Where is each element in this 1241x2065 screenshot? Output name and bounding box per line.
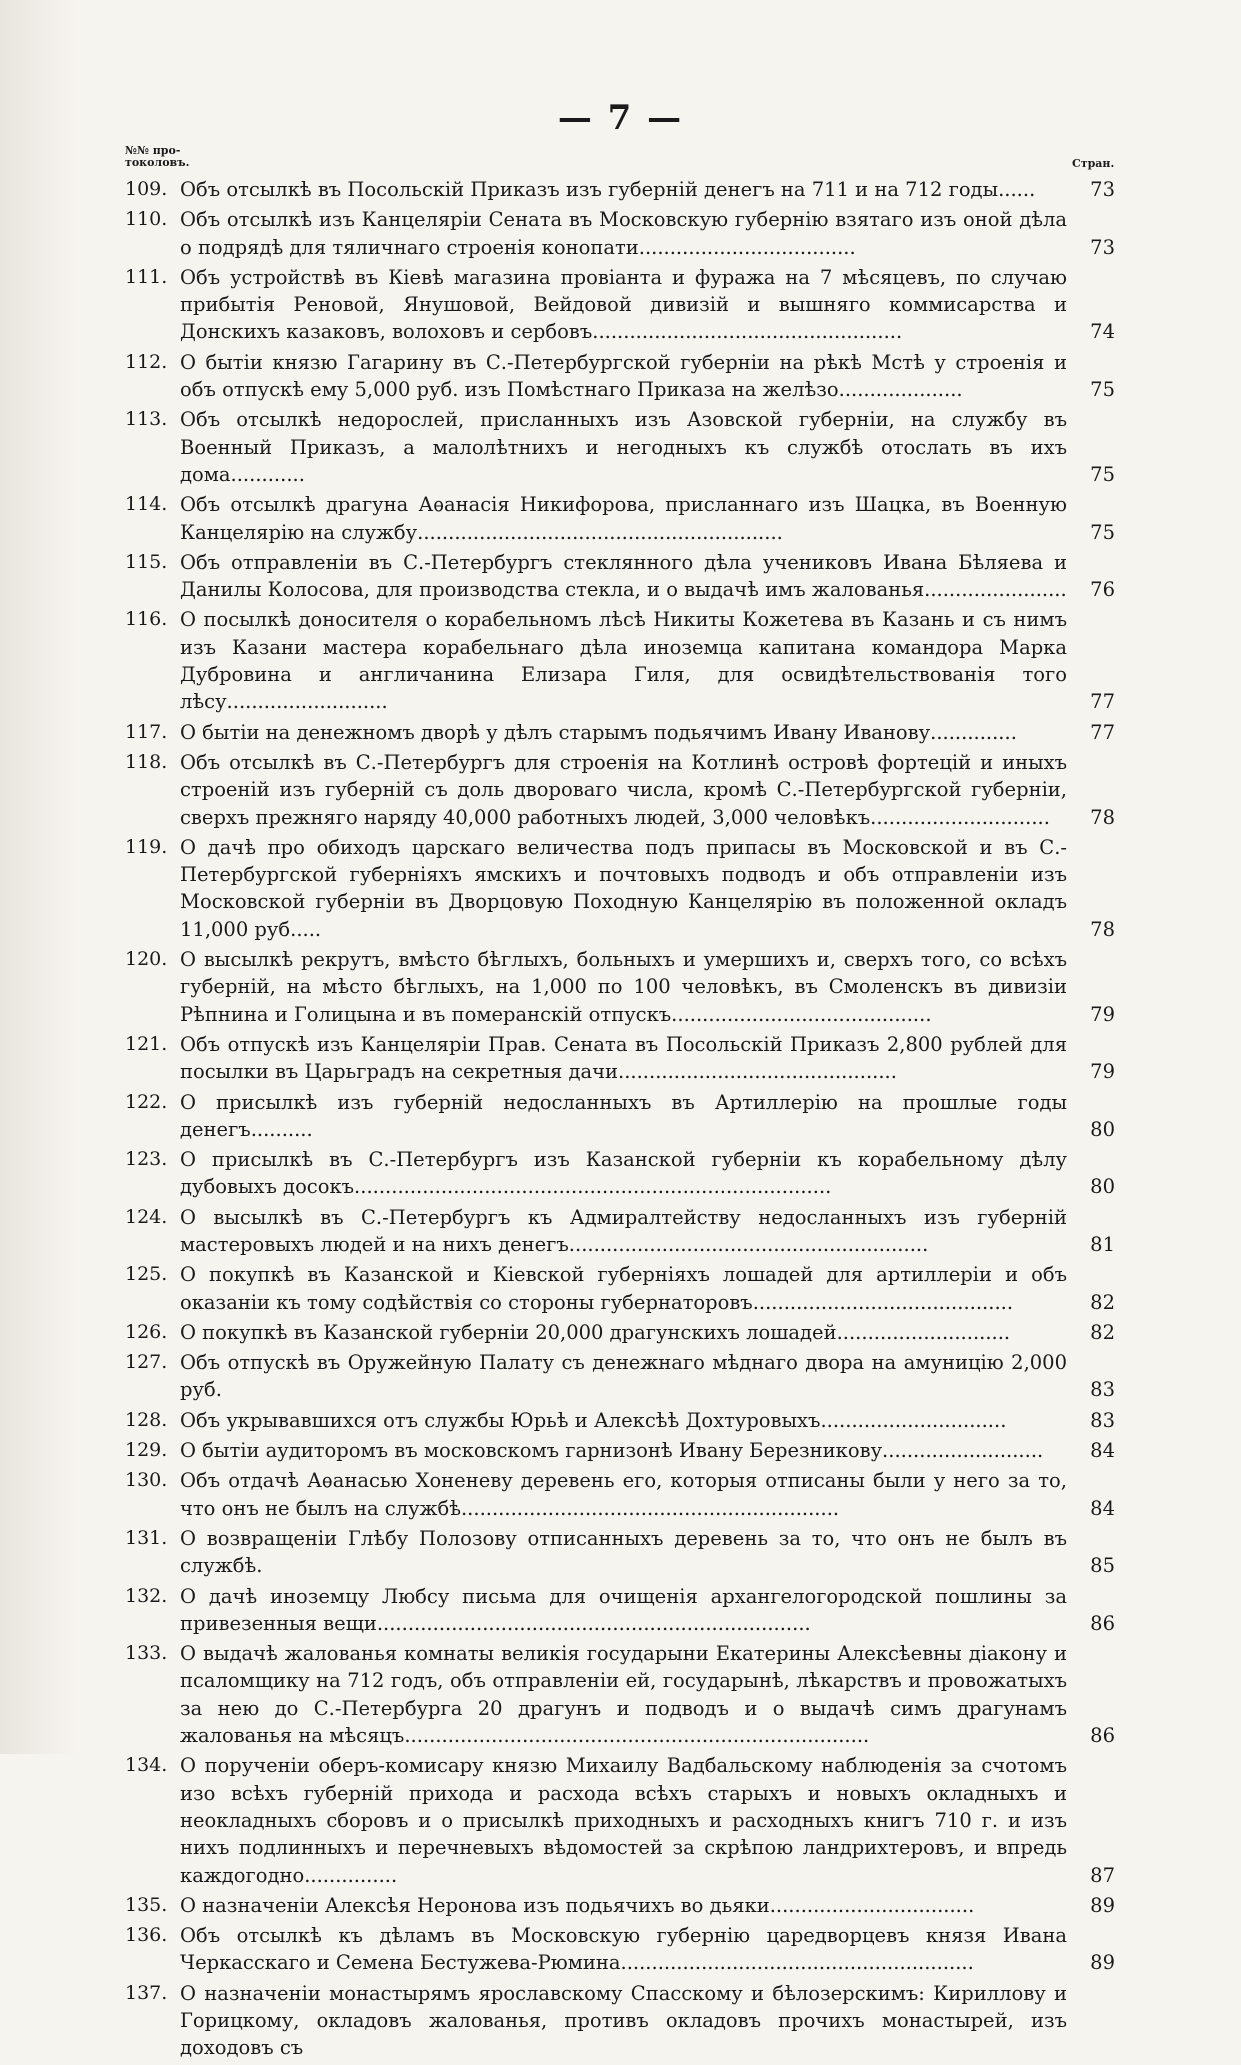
entry-text: О присылкѣ изъ губерній недосланныхъ въ Артиллерію на прошлые годы денегъ.......... [180,1090,1067,1141]
entry-title [180,1349,1115,1404]
protocol-number: 128. [125,1408,168,1431]
toc-entry [125,264,1115,346]
toc-entry [125,1204,1115,1259]
entry-title [180,1525,1115,1580]
toc-entry [125,1089,1115,1144]
entry-page: 80 [1090,1175,1115,1199]
page-number: — 7 — [557,98,684,138]
entry-page: 89 [1090,1893,1115,1917]
entry-page: 82 [1090,1320,1115,1344]
toc-entry [125,349,1115,404]
toc-entry [125,719,1115,746]
entry-title [180,1407,1115,1434]
entry-text: О высылкѣ въ С.-Петербургъ къ Адмиралтейству недосланныхъ изъ губерній мастеровыхъ людей и на нихъ денегъ.......................................................... [180,1205,1067,1256]
entry-page: 77 [1090,690,1115,714]
entry-text: О возвращеніи Глѣбу Полозову отписанныхъ деревень за то, что онъ не былъ въ службѣ. [180,1526,1067,1578]
toc-entry [125,1407,1115,1434]
entry-title [180,1467,1115,1522]
entry-text: О посылкѣ доносителя о корабельномъ лѣсѣ Никиты Кожетева въ Казань и съ нимъ изъ Казани мастера корабельнаго дѣла иноземца капитана командора Марка Дубровина и англичанина Елизара Гиля, для освидѣтельствованія того лѣсу.......................... [180,608,1067,714]
toc-entry [125,946,1115,1028]
entry-page: 87 [1090,1863,1115,1887]
protocol-number: 116. [125,608,168,631]
entry-page: 73 [1090,235,1115,259]
entry-title [180,1980,1115,2062]
entry-text: О назначеніи монастырямъ ярославскому Спасскому и бѣлозерскимъ: Кириллову и Горицкому, окладовъ жалованья, противъ окладовъ прочихъ монастырей, изъ доходовъ съ [180,1981,1067,2060]
protocol-number: 130. [125,1469,168,1492]
protocol-number: 119. [125,835,168,858]
toc-entry [125,1583,1115,1638]
entry-text: О высылкѣ рекрутъ, вмѣсто бѣглыхъ, больныхъ и умершихъ и, сверхъ того, со всѣхъ губерній, на мѣсто бѣглыхъ, на 1,000 по 100 человѣкъ, въ Смоленскъ въ дивизіи Рѣпнина и Голицына и въ померанскій отпускъ.......................................... [180,948,1067,1026]
entry-title [180,606,1115,715]
entry-title [180,1319,1115,1346]
toc-entry [125,406,1115,488]
entry-page: 74 [1090,320,1115,344]
entry-page: 86 [1090,1611,1115,1635]
protocol-number: 122. [125,1090,168,1113]
scan-edge-shadow [0,0,78,1754]
entry-title [180,176,1115,203]
toc-entry [125,1319,1115,1346]
protocol-number: 132. [125,1584,168,1607]
entry-title [180,1146,1115,1201]
entry-text: Объ отсылкѣ въ С.-Петербургъ для строенія на Котлинѣ островѣ фортецій и иныхъ строеній изъ губерній съ доль двороваго числа, кромѣ С.-Петербургской губерніи, сверхъ прежняго наряду 40,000 работныхъ людей, 3,000 человѣкъ............................. [180,750,1067,829]
protocol-number: 109. [125,178,168,200]
table-of-contents [125,176,1115,2065]
entry-text: О бытіи князю Гагарину въ С.-Петербургской губерніи на рѣкѣ Мстѣ у строенія и объ отпускѣ ему 5,000 руб. изъ Помѣстнаго Приказа на желѣзо.................... [180,350,1067,402]
protocol-number: 110. [125,208,168,231]
protocol-number: 118. [125,750,168,773]
entry-title [180,349,1115,404]
entry-page: 76 [1090,578,1115,602]
entry-title [180,1640,1115,1749]
entry-text: О присылкѣ въ С.-Петербургъ изъ Казанской губерніи къ корабельному дѣлу дубовыхъ досокъ............................................................................. [180,1148,1067,1199]
entry-title [180,491,1115,546]
entry-page: 84 [1090,1496,1115,1520]
protocol-number: 134. [125,1754,168,1777]
entry-page: 84 [1090,1439,1115,1463]
entry-title [180,1892,1115,1919]
entry-page: 78 [1090,917,1115,941]
entry-page: 77 [1090,720,1115,744]
toc-entry [125,749,1115,831]
entry-page: 75 [1090,378,1115,402]
entry-page: 80 [1090,1117,1115,1141]
protocol-number-column-header: №№ про- токоловъ. [125,144,190,169]
protocol-number: 123. [125,1148,168,1171]
entry-title [180,834,1115,943]
entry-title [180,1437,1115,1464]
protocol-number: 129. [125,1439,168,1462]
entry-text: Объ укрывавшихся отъ службы Юрьѣ и Алексѣѣ Дохтуровыхъ.............................. [180,1408,1007,1432]
toc-entry [125,834,1115,943]
entry-text: О покупкѣ въ Казанской губерніи 20,000 драгунскихъ лошадей............................ [180,1320,1011,1344]
page-column-header: Стран. [1072,157,1115,170]
toc-entry [125,491,1115,546]
entry-text: О дачѣ про обиходъ царскаго величества подъ припасы въ Московской и въ С.-Петербургской губерніяхъ ямскихъ и почтовыхъ подводъ и объ отправленіи изъ Московской губерніи въ Дворцовую Походную Канцелярію въ положенной окладъ 11,000 руб..... [180,835,1067,941]
protocol-number: 124. [125,1205,168,1228]
entry-page: 82 [1090,1290,1115,1314]
protocol-number: 114. [125,493,168,516]
toc-entry [125,1922,1115,1977]
toc-entry [125,1980,1115,2062]
entry-text: Объ отпускѣ въ Оружейную Палату съ денежнаго мѣднаго двора на амуницію 2,000 руб. [180,1351,1067,1402]
protocol-number: 120. [125,948,168,971]
entry-text: О бытіи на денежномъ дворѣ у дѣлъ старымъ подьячимъ Ивану Иванову.............. [180,720,1017,744]
toc-entry [125,1261,1115,1316]
toc-entry [125,1525,1115,1580]
entry-page: 79 [1090,1002,1115,1026]
toc-entry [125,1752,1115,1888]
entry-page: 75 [1090,520,1115,544]
entry-text: Объ отпускѣ изъ Канцеляріи Прав. Сената въ Посольскій Приказъ 2,800 рублей для посылки въ Царьградъ на секретныя дачи............................................. [180,1032,1067,1084]
entry-title [180,1204,1115,1259]
entry-page: 81 [1090,1232,1115,1256]
toc-entry [125,1349,1115,1404]
entry-text: Объ отсылкѣ въ Посольскій Приказъ изъ губерній денегъ на 711 и на 712 годы...... [180,178,1036,201]
protocol-number: 137. [125,1981,168,2004]
protocol-number: 126. [125,1320,168,1343]
protocol-number: 111. [125,265,168,288]
toc-entry [125,1892,1115,1919]
entry-page: 85 [1090,1554,1115,1578]
entry-text: Объ отсылкѣ недорослей, присланныхъ изъ Азовской губерніи, на службу въ Военный Приказъ, а малолѣтнихъ и негодныхъ къ службѣ отослать въ ихъ дома............ [180,408,1067,486]
entry-title [180,406,1115,488]
entry-text: Объ отдачѣ Аѳанасью Хоненеву деревень его, которыя отписаны были у него за то, что онъ не былъ на службѣ............................................................. [180,1469,1067,1520]
entry-text: Объ отсылкѣ къ дѣламъ въ Московскую губернію царедворцевъ князя Ивана Черкасскаго и Семена Бестужева-Рюмина......................................................... [180,1924,1067,1975]
entry-page: 83 [1090,1408,1115,1432]
toc-entry [125,1031,1115,1086]
entry-text: О дачѣ иноземцу Любсу письма для очищенія архангелогородской пошлины за привезенныя вещи...................................................................... [180,1584,1067,1635]
protocol-number: 133. [125,1642,168,1665]
protocol-number: 135. [125,1893,168,1916]
entry-text: Объ отправленіи въ С.-Петербургъ стеклянного дѣла учениковъ Ивана Бѣляева и Данилы Колосова, для производства стекла, и о выдачѣ имъ жалованья....................... [180,550,1067,602]
entry-title [180,946,1115,1028]
toc-entry [125,606,1115,715]
entry-title [180,264,1115,346]
protocol-number: 125. [125,1263,168,1286]
entry-text: О бытіи аудиторомъ въ московскомъ гарнизонѣ Ивану Березникову.......................... [180,1439,1044,1463]
toc-entry [125,1640,1115,1749]
entry-title [180,1583,1115,1638]
entry-text: Объ устройствѣ въ Кіевѣ магазина провіанта и фуража на 7 мѣсяцевъ, по случаю прибытія Реновой, Янушовой, Вейдовой дивизій и вышняго коммисарства и Донскихъ казаковъ, волоховъ и сербовъ.................................................. [180,265,1067,344]
entry-title [180,719,1115,746]
protocol-number: 127. [125,1351,168,1374]
toc-entry [125,549,1115,604]
protocol-number: 121. [125,1032,168,1055]
entry-title [180,1089,1115,1144]
protocol-number: 113. [125,408,168,431]
entry-title [180,1261,1115,1316]
entry-text: О назначеніи Алексѣя Неронова изъ подьячихъ во дьяки................................. [180,1893,975,1917]
entry-text: О порученіи оберъ-комисару князю Михаилу Вадбальскому наблюденія за счотомъ изо всѣхъ губерній прихода и расхода всѣхъ старыхъ и новыхъ окладныхъ и неокладныхъ сборовъ и о присылкѣ приходныхъ и расходныхъ книгъ 710 г. и изъ нихъ подлинныхъ и перечневыхъ вѣдомостей за скрѣпою ландрихтеровъ, и впредь каждогодно............... [180,1754,1067,1887]
protocol-number: 131. [125,1526,168,1549]
entry-page: 73 [1090,178,1115,201]
entry-text: О покупкѣ въ Казанской и Кіевской губерніяхъ лошадей для артиллеріи и объ оказаніи къ тому содѣйствія со стороны губернаторовъ.......................................... [180,1263,1067,1314]
protocol-number: 112. [125,350,168,373]
protocol-number: 117. [125,720,168,743]
entry-title [180,1031,1115,1086]
entry-page: 78 [1090,805,1115,829]
entry-title [180,1922,1115,1977]
entry-title [180,549,1115,604]
entry-page: 75 [1090,462,1115,486]
entry-text: Объ отсылкѣ драгуна Аѳанасія Никифорова, присланнаго изъ Шацка, въ Военную Канцелярію на службу........................................................... [180,493,1067,544]
toc-entry [125,1146,1115,1201]
protocol-number: 136. [125,1924,168,1947]
entry-page: 83 [1090,1378,1115,1402]
toc-entry [125,176,1115,203]
toc-entry [125,1437,1115,1464]
entry-title [180,1752,1115,1888]
entry-page: 86 [1090,1724,1115,1748]
entry-text: О выдачѣ жалованья комнаты великія государыни Екатерины Алексѣевны діакону и псаломщику на 712 годъ, объ отправленіи ей, государынѣ, лѣкарствъ и провожатыхъ за нею до С.-Петербурга 20 драгунъ и подводъ и о выдачѣ симъ драгунамъ жалованья на мѣсяцъ........................................................................... [180,1642,1067,1748]
entry-page: 79 [1090,1060,1115,1084]
entry-title [180,749,1115,831]
protocol-number: 115. [125,550,168,573]
entry-page: 89 [1090,1951,1115,1975]
entry-text: Объ отсылкѣ изъ Канцеляріи Сената въ Московскую губернію взятаго изъ оной дѣла о подрядѣ для тяличнаго строенія конопати................................... [180,208,1067,259]
entry-title [180,206,1115,261]
toc-entry [125,206,1115,261]
toc-entry [125,1467,1115,1522]
